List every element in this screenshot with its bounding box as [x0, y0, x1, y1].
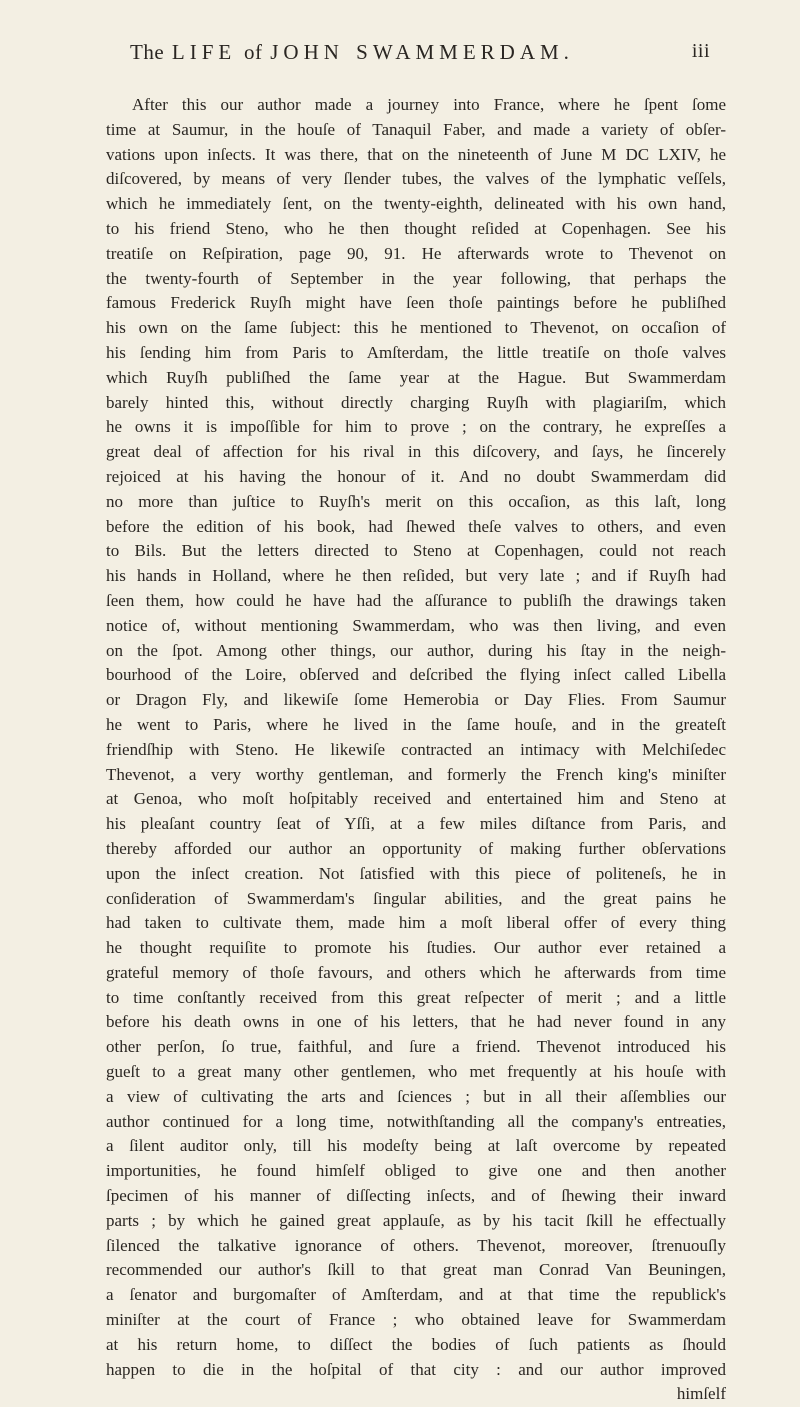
text-line: upon the inſect creation. Not ſatisfied with this piece of politeneſs, he in [106, 863, 726, 883]
text-line: After this our author made a journey into France, where he ſpent ſome [132, 95, 726, 114]
text-line: his own on the ſame ſubject: this he mentioned to Thevenot, on occaſion of [106, 318, 726, 338]
text-line: at Genoa, who moſt hoſpitably received and entertained him and Steno at [106, 789, 726, 809]
text-line: grateful memory of thoſe favours, and others which he afterwards from time [106, 962, 726, 982]
text-line: a ſilent auditor only, till his modeſty being at laſt overcome by repeated [106, 1136, 726, 1156]
text-line: recommended our author's ſkill to that great man Conrad Van Beuningen, [106, 1260, 726, 1280]
text-line: to time conſtantly received from this great reſpecter of merit ; and a little [106, 987, 726, 1007]
text-line: had taken to cultivate them, made him a moſt liberal offer of every thing [106, 913, 726, 933]
text-line: other perſon, ſo true, faithful, and ſure a friend. Thevenot introduced his [106, 1037, 726, 1057]
text-line: great deal of affection for his rival in this diſcovery, and ſays, he ſincerely [106, 442, 726, 462]
text-line: thereby afforded our author an opportunity of making further obſervations [106, 838, 726, 858]
running-head-title [130, 40, 574, 65]
text-line: ſeen them, how could he have had the aſſurance to publiſh the drawings taken [106, 590, 726, 610]
text-line: conſideration of Swammerdam's ſingular abilities, and the great pains he [106, 888, 726, 908]
text-line: the twenty-fourth of September in the year following, that perhaps the [106, 268, 726, 288]
text-line: he went to Paris, where he lived in the ſame houſe, and in the greateſt [106, 714, 726, 734]
text-line: on the ſpot. Among other things, our author, during his ſtay in the neigh- [106, 640, 726, 660]
text-line: importunities, he found himſelf obliged to give one and then another [106, 1161, 726, 1181]
text-line: barely hinted this, without directly charging Ruyſh with plagiariſm, which [106, 392, 726, 412]
text-line: to Bils. But the letters directed to Steno at Copenhagen, could not reach [106, 541, 726, 561]
text-line: bourhood of the Loire, obſerved and deſcribed the flying inſect called Libella [106, 665, 726, 685]
text-line: his pleaſant country ſeat of Yſſi, at a few miles diſtance from Paris, and [106, 814, 726, 834]
page-number: iii [691, 40, 710, 62]
text-line: himſelf [676, 1384, 726, 1404]
text-line: vations upon inſects. It was there, that on the nineteenth of June M DC LXIV, he [106, 144, 726, 164]
text-line: or Dragon Fly, and likewiſe ſome Hemerobia or Day Flies. From Saumur [106, 690, 726, 710]
text-line: he owns it is impoſſible for him to prove ; on the contrary, he expreſſes a [106, 417, 726, 437]
text-line: which Ruyſh publiſhed the ſame year at the Hague. But Swammerdam [106, 367, 726, 387]
text-line: ſpecimen of his manner of diſſecting inſects, and of ſhewing their inward [106, 1186, 726, 1206]
text-line: parts ; by which he gained great applauſe, as by his tacit ſkill he effectually [106, 1210, 726, 1230]
running-head-of: of [243, 40, 263, 64]
text-line: at his return home, to diſſect the bodies of ſuch patients as ſhould [106, 1334, 726, 1354]
running-head-the: The [130, 40, 165, 64]
running-head [130, 40, 710, 74]
text-line: no more than juſtice to Ruyſh's merit on this occaſion, as this laſt, long [106, 491, 726, 511]
text-line: notice of, without mentioning Swammerdam, who was then living, and even [106, 615, 726, 635]
text-line: ſilenced the talkative ignorance of others. Thevenot, moreover, ſtrenuouſly [106, 1235, 726, 1255]
text-line: Thevenot, a very worthy gentleman, and formerly the French king's miniſter [106, 764, 726, 784]
text-line: to his friend Steno, who he then thought reſided at Copenhagen. See his [106, 218, 726, 238]
text-line: author continued for a long time, notwithſtanding all the company's entreaties, [106, 1111, 726, 1131]
text-line: which he immediately ſent, on the twenty-eighth, delineated with his own hand, [106, 194, 726, 214]
text-line: his ſending him from Paris to Amſterdam, the little treatiſe on thoſe valves [106, 342, 726, 362]
text-line: rejoiced at his having the honour of it. And no doubt Swammerdam did [106, 466, 726, 486]
text-line: diſcovered, by means of very ſlender tubes, the valves of the lymphatic veſſels, [106, 169, 726, 189]
text-line: a ſenator and burgomaſter of Amſterdam, and at that time the republick's [106, 1285, 726, 1305]
text-line: he thought requiſite to promote his ſtudies. Our author ever retained a [106, 938, 726, 958]
text-line: before the edition of his book, had ſhewed theſe valves to others, and even [106, 516, 726, 536]
text-line: time at Saumur, in the houſe of Tanaquil Faber, and made a variety of obſer- [106, 119, 726, 139]
text-line: miniſter at the court of France ; who obtained leave for Swammerdam [106, 1310, 726, 1330]
text-line: before his death owns in one of his letters, that he had never found in any [106, 1012, 726, 1032]
text-line: his hands in Holland, where he then reſided, but very late ; and if Ruyſh had [106, 566, 726, 586]
running-head-name: JOHN SWAMMERDAM. [270, 40, 574, 64]
text-line: a view of cultivating the arts and ſciences ; but in all their aſſemblies our [106, 1086, 726, 1106]
body-text [106, 93, 726, 1407]
text-line: famous Frederick Ruyſh might have ſeen thoſe paintings before he publiſhed [106, 293, 726, 313]
text-line: treatiſe on Reſpiration, page 90, 91. He afterwards wrote to Thevenot on [106, 243, 726, 263]
running-head-life: LIFE [171, 40, 237, 64]
text-line: happen to die in the hoſpital of that city : and our author improved [106, 1359, 726, 1379]
text-line: friendſhip with Steno. He likewiſe contracted an intimacy with Melchiſedec [106, 739, 726, 759]
text-line: gueſt to a great many other gentlemen, who met frequently at his houſe with [106, 1062, 726, 1082]
